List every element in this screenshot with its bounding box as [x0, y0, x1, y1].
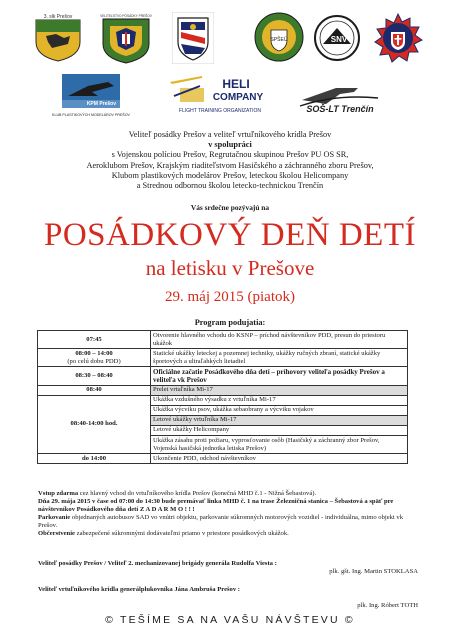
intro-line-5: Klubom plastikových modelárov Prešov, leteckou školou Helicompany [111, 170, 349, 180]
program-time: 08:40 [38, 385, 151, 395]
logo-kpm-caption: KLUB PLASTIKOVÝCH MODELÁROV PREŠOV [52, 113, 130, 117]
intro-text [20, 130, 440, 191]
logo-snv-text: SNV [330, 35, 348, 44]
program-desc: Oficiálne začatie Posádkového dňa detí – príhovory veliteľa posádky Prešov a veliteľa vk Prešov [151, 367, 408, 385]
program-desc: Ukážka výcviku psov, ukážka sebaobrany a výcviku vojakov [151, 405, 408, 415]
logo-3slk-text: 3. slk Prešov [43, 14, 73, 20]
note-entry [38, 514, 418, 530]
logo-heli-company [166, 68, 274, 116]
logo-heli-text: HELI [222, 77, 250, 91]
logo-vp-text: VELITEĽSTVO POSÁDKY PREŠOV [100, 14, 152, 18]
table-row [38, 349, 408, 367]
invite-text: Vás srdečne pozývajú na [190, 203, 270, 212]
logo-hasici [372, 12, 424, 64]
program-time: 07:45 [38, 331, 151, 349]
signature-name: plk. Ing. Róbert TOTH [357, 602, 418, 610]
logo-sg-text: SOŠ-LT Trenčín [306, 104, 374, 114]
note-mhd: Dňa 29. mája 2015 v čase od 07:00 do 14:30 bude premávať linka MHD č. 1 na trase Železničná stanica – Šebastová a späť pre návštevníkov Posádkového dňa detí Z A D A R M O ! ! ! [38, 498, 394, 514]
program-time-note: (po celú dobu PDD) [67, 357, 121, 365]
logo-spseu [254, 12, 304, 62]
program-time: 08:40-14:00 hod. [38, 395, 151, 454]
program-desc: Letové ukážky Helicompany [151, 425, 408, 435]
signature-title: Veliteľ posádky Prešov / Veliteľ 2. mechanizovanej brigády generála Rudolfa Viesta : [38, 560, 277, 567]
table-row [38, 367, 408, 385]
event-date: 29. máj 2015 (piatok) [165, 289, 295, 305]
logo-spseu-text: SPŠEÚ [270, 37, 288, 43]
signature-2 [38, 586, 418, 610]
program-time: do 14:00 [38, 454, 151, 464]
intro-line-3: s Vojenskou políciou Prešov, Regrutačnou skupinou Prešov PU OS SR, [111, 150, 349, 160]
note-label: Vstup zdarma [38, 490, 79, 497]
footer-slogan: © TEŠÍME SA NA VAŠU NÁVŠTEVU © [105, 614, 355, 626]
program-desc: Otvorenie hlavného vchodu do KSNP – príchod návštevníkov PDD, presun do priestoru ukážok [151, 331, 408, 349]
note-label: Parkovanie [38, 514, 71, 522]
logo-3-slk-presov [34, 12, 82, 62]
note-entry [38, 530, 418, 538]
program-time-value: 08:00 – 14:00 [75, 349, 113, 357]
note-text: zabezpečené súkromnými dodávateľmi priamo v priestore posádkových ukážok. [75, 530, 289, 538]
note-entry [38, 490, 418, 498]
event-title: POSÁDKOVÝ DEŇ DETÍ [44, 217, 416, 253]
program-desc: Ukážka zásahu proti požiaru, vyprosťovanie osôb (Hasičský a záchranný zbor Prešov, Vojenská hasičská jednotka letiska Prešov) [151, 436, 408, 454]
logo-velitelstvo-posadky [100, 12, 152, 64]
table-row [38, 385, 408, 395]
logo-company-text: COMPANY [212, 92, 264, 103]
table-row [38, 395, 408, 405]
note-text: cez hlavný vchod do vrtuľníkového krídla Prešov (konečná MHD č.1 - Nižná Šebastová). [78, 490, 317, 497]
intro-line-2: v spolupráci [208, 140, 252, 150]
logo-heli-caption: FLIGHT TRAINING ORGANIZATION [179, 108, 261, 114]
signature-1 [38, 560, 418, 576]
program-table [37, 330, 408, 464]
intro-line-4: Aeroklubom Prešov, Krajským riaditeľstvom Hasičského a záchranného zboru Prešov, [86, 160, 374, 170]
program-time [38, 349, 151, 367]
program-time: 08:30 – 08:40 [38, 367, 151, 385]
program-heading: Program podujatia: [194, 318, 266, 327]
logo-snv [313, 14, 361, 62]
logo-sg-trencin [296, 76, 382, 118]
program-desc: Prelet vrtuľníka Mi-17 [151, 385, 408, 395]
notes-section [38, 490, 418, 539]
intro-line-6: a Strednou odbornou školou letecko-technickou Trenčín [136, 181, 324, 191]
program-desc: Letové ukážky vrtuľníka Mi-17 [151, 415, 408, 425]
note-label: Občerstvenie [38, 530, 75, 538]
logo-kpm-text: KPM Prešov [86, 101, 116, 107]
program-desc: Ukážka vzdušného výsadku z vrtuľníka Mi-17 [151, 395, 408, 405]
logo-kpm-presov [28, 72, 154, 120]
event-subtitle: na letisku v Prešove [145, 256, 315, 280]
table-row [38, 331, 408, 349]
program-desc: Statické ukážky leteckej a pozemnej techniky, ukážky ručných zbraní, statické ukážky športových a ultraľahkých lietadiel [151, 349, 408, 367]
program-desc: Ukončenie PDD, odchod návštevníkov [151, 454, 408, 464]
table-row [38, 454, 408, 464]
note-text: objednaných autobusov SAD vo vnútri objektu, parkovanie súkromných motorových vozidiel - individuálna, mimo objekt vk Prešov. [38, 514, 403, 530]
logo-vojenska-policia [172, 12, 214, 64]
signature-title: Veliteľ vrtuľníkového krídla generálplukovníka Jána Ambruša Prešov : [38, 586, 241, 593]
signature-name: plk. gšt. Ing. Martin STOKLASA [329, 568, 418, 576]
intro-line-1: Veliteľ posádky Prešov a veliteľ vrtuľníkového krídla Prešov [128, 130, 332, 139]
